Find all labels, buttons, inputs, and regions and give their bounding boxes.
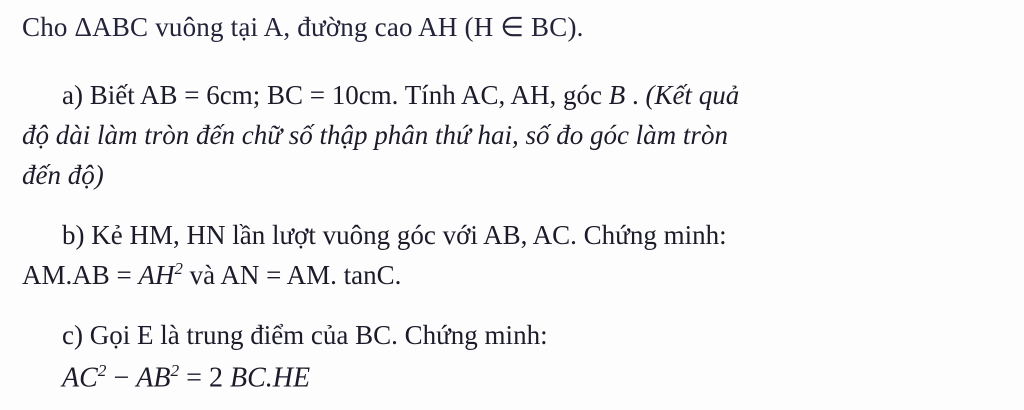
equation-ab-exponent: 2	[170, 361, 180, 380]
part-a-line-1	[62, 78, 739, 113]
part-b-line-2	[22, 258, 401, 293]
equation-bc-term: BC	[229, 362, 266, 394]
equation-ab-term: AB	[136, 362, 171, 394]
problem-intro-text: Cho ΔABC vuông tại A, đường cao AH (H ∈ BC).	[22, 12, 584, 42]
part-b-expression-prefix: AM.AB =	[22, 260, 139, 290]
part-a-angle-variable: B	[608, 80, 626, 110]
part-a-note-continued: độ dài làm tròn đến chữ số thập phân thứ hai, số đo góc làm tròn	[22, 120, 728, 150]
equation-minus-operator: −	[106, 362, 137, 394]
part-c-text: c) Gọi E là trung điểm của BC. Chứng minh:	[62, 320, 548, 350]
part-b-line-1	[62, 218, 727, 253]
part-b-expression-suffix: và AN = AM. tanC.	[189, 260, 402, 290]
part-b-ah-exponent: 2	[174, 259, 183, 278]
part-a-note-open: (Kết quả	[645, 80, 740, 110]
part-c-equation	[62, 360, 310, 396]
part-a-line-3	[22, 158, 104, 193]
equation-he-term: .HE	[265, 362, 311, 394]
equation-ac-exponent: 2	[97, 361, 107, 380]
part-b-ah-term: AH	[138, 260, 175, 290]
part-b-text: b) Kẻ HM, HN lần lượt vuông góc với AB, AC. Chứng minh:	[62, 220, 727, 250]
part-a-line-2	[22, 118, 728, 153]
equation-ac-term: AC	[62, 362, 98, 394]
equation-equals-operator: = 2	[179, 362, 230, 394]
problem-intro-line	[22, 12, 584, 43]
part-a-period: .	[631, 80, 639, 110]
part-a-text-plain: a) Biết AB = 6cm; BC = 10cm. Tính AC, AH, góc	[62, 80, 602, 110]
part-a-note-end: đến độ)	[22, 160, 104, 190]
part-c-line-1	[62, 318, 548, 353]
